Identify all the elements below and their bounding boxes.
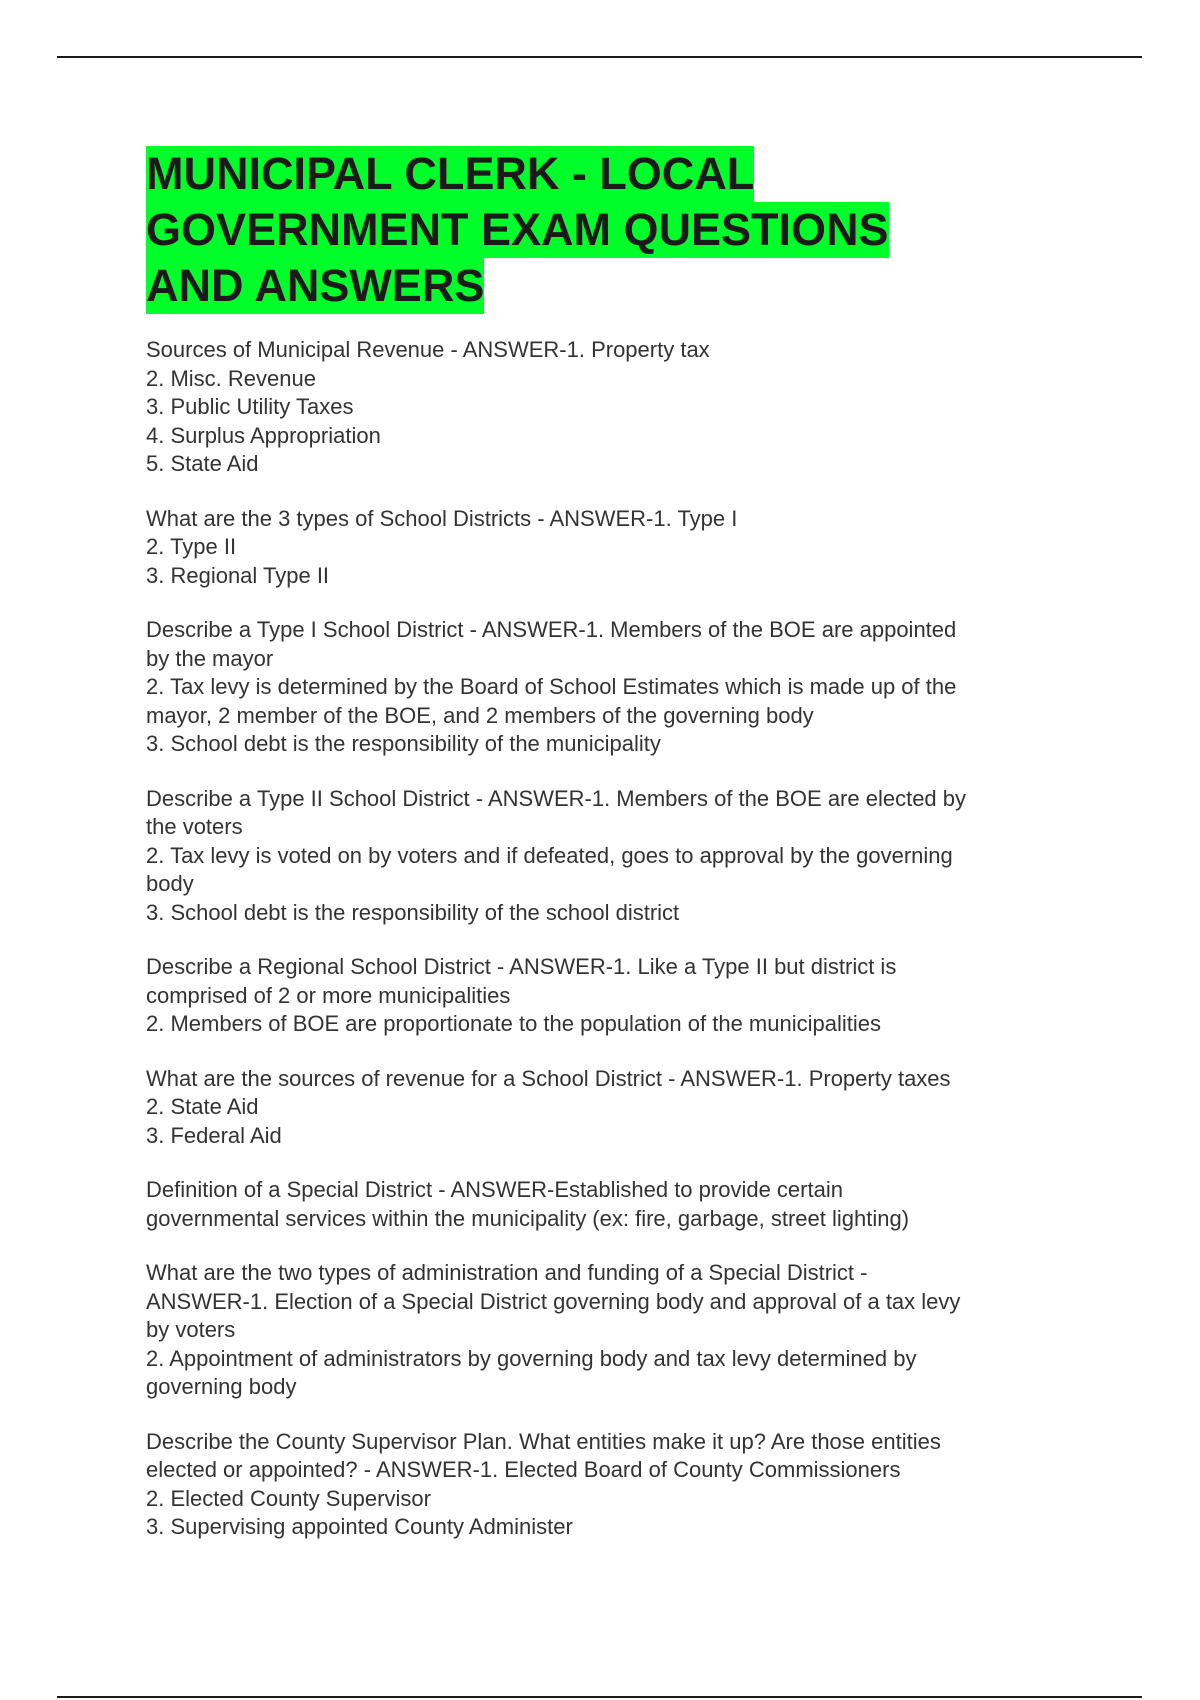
qa-item-type-ii-district xyxy=(146,785,1061,928)
qa-item-county-supervisor-plan xyxy=(146,1428,1061,1542)
qa-line: governmental services within the municipality (ex: fire, garbage, street lighting) xyxy=(146,1205,910,1231)
document-title xyxy=(146,146,1061,314)
title-line-3: AND ANSWERS xyxy=(146,258,484,314)
qa-line: 3. Public Utility Taxes xyxy=(146,394,354,419)
qa-line: body xyxy=(146,871,194,896)
qa-item-special-district-administration xyxy=(146,1259,1061,1402)
qa-line: What are the sources of revenue for a School District - ANSWER-1. Property taxes xyxy=(146,1065,951,1091)
qa-line: comprised of 2 or more municipalities xyxy=(146,982,511,1008)
qa-line: governing body xyxy=(146,1374,297,1399)
qa-line: by voters xyxy=(146,1317,236,1342)
qa-line: 3. School debt is the responsibility of the school district xyxy=(146,899,680,925)
qa-item-municipal-revenue xyxy=(146,336,1061,479)
top-rule xyxy=(57,56,1142,58)
qa-line: 2. Tax levy is determined by the Board of School Estimates which is made up of the xyxy=(146,674,957,699)
qa-line: ANSWER-1. Election of a Special District governing body and approval of a tax levy xyxy=(146,1288,961,1314)
title-line-1: MUNICIPAL CLERK - LOCAL xyxy=(146,146,754,202)
qa-line: 3. Regional Type II xyxy=(146,562,330,588)
qa-item-school-revenue xyxy=(146,1065,1061,1151)
qa-line: 2. Elected County Supervisor xyxy=(146,1485,431,1511)
title-line-2: GOVERNMENT EXAM QUESTIONS xyxy=(146,202,889,258)
qa-line: 3. School debt is the responsibility of the municipality xyxy=(146,731,661,756)
qa-line: Describe the County Supervisor Plan. What entities make it up? Are those entities xyxy=(146,1428,941,1454)
qa-line: 2. State Aid xyxy=(146,1094,259,1119)
qa-line: 2. Type II xyxy=(146,534,237,559)
qa-line: 2. Tax levy is voted on by voters and if defeated, goes to approval by the governing xyxy=(146,842,953,868)
qa-line: 3. Supervising appointed County Administer xyxy=(146,1514,573,1539)
qa-item-school-district-types xyxy=(146,505,1061,591)
qa-line: 3. Federal Aid xyxy=(146,1122,282,1148)
qa-line: mayor, 2 member of the BOE, and 2 members of the governing body xyxy=(146,702,814,728)
document-body xyxy=(146,146,1061,1568)
qa-line: 4. Surplus Appropriation xyxy=(146,422,381,448)
qa-line: Describe a Type II School District - ANSWER-1. Members of the BOE are elected by xyxy=(146,785,967,811)
qa-line: Definition of a Special District - ANSWER-Established to provide certain xyxy=(146,1177,843,1202)
bottom-rule xyxy=(57,1696,1142,1698)
qa-line: 2. Members of BOE are proportionate to the population of the municipalities xyxy=(146,1011,881,1036)
qa-line: What are the 3 types of School Districts - ANSWER-1. Type I xyxy=(146,505,738,531)
qa-line: Describe a Regional School District - ANSWER-1. Like a Type II but district is xyxy=(146,954,897,979)
qa-line: 2. Appointment of administrators by governing body and tax levy determined by xyxy=(146,1345,917,1371)
qa-item-regional-district xyxy=(146,953,1061,1039)
qa-line: What are the two types of administration and funding of a Special District - xyxy=(146,1260,868,1285)
qa-item-special-district-definition xyxy=(146,1176,1061,1233)
qa-line: by the mayor xyxy=(146,645,274,671)
qa-line: Describe a Type I School District - ANSWER-1. Members of the BOE are appointed xyxy=(146,617,957,642)
qa-line: elected or appointed? - ANSWER-1. Elected Board of County Commissioners xyxy=(146,1457,901,1482)
qa-item-type-i-district xyxy=(146,616,1061,759)
qa-line: Sources of Municipal Revenue - ANSWER-1. Property tax xyxy=(146,337,710,362)
qa-line: 2. Misc. Revenue xyxy=(146,365,316,391)
qa-line: 5. State Aid xyxy=(146,451,259,476)
qa-line: the voters xyxy=(146,814,243,839)
